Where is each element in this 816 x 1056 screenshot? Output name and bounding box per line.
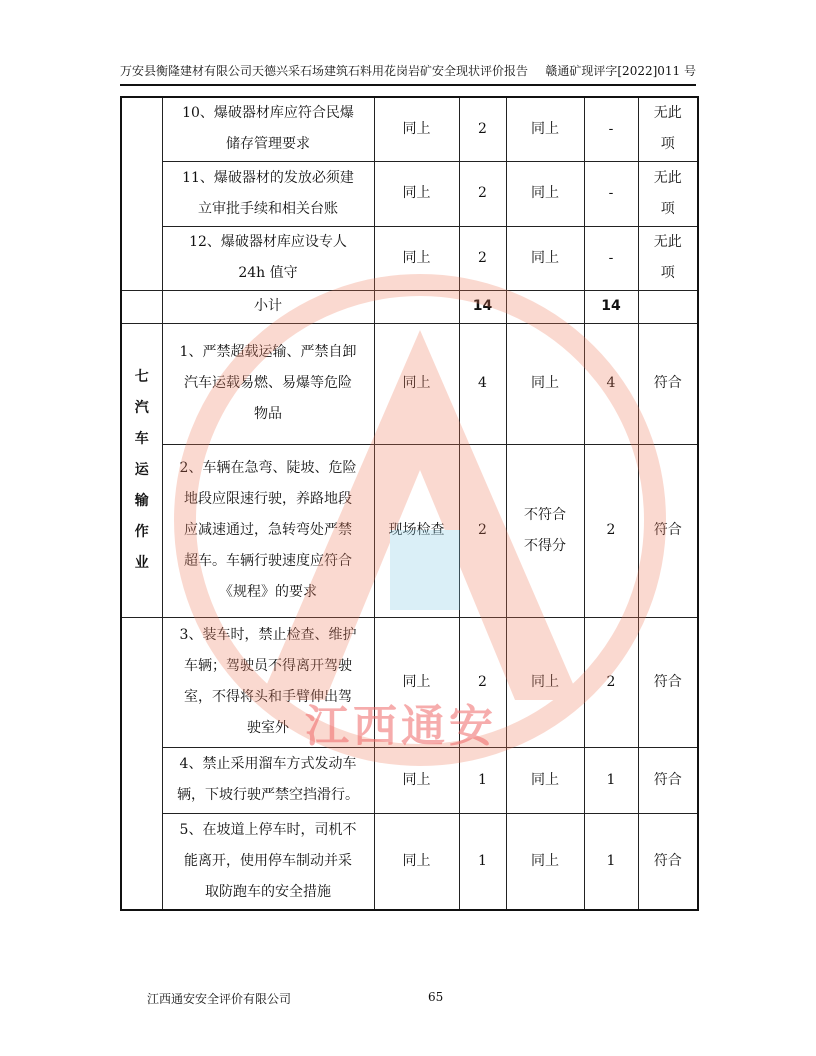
item-cell: 10、爆破器材库应符合民爆 储存管理要求 [162,97,374,161]
score-cell: 2 [459,97,506,161]
subtotal-label: 小计 [162,290,374,323]
score-cell: 1 [459,813,506,910]
category-cell-empty [121,617,162,910]
result-cell: 同上 [506,747,584,813]
result-cell: 同上 [506,161,584,226]
result-cell: 同上 [506,323,584,444]
method-cell: 同上 [374,161,459,226]
method-cell: 同上 [374,747,459,813]
remark-cell: 无此 项 [638,226,698,290]
method-cell: 同上 [374,813,459,910]
page-header [120,62,696,82]
category-cell: 七 汽 车 运 输 作 业 [121,323,162,617]
got-cell: 2 [584,444,638,617]
table-row [121,323,698,444]
footer-company: 江西通安安全评价有限公司 [147,992,292,1006]
item-cell: 1、严禁超载运输、严禁自卸 汽车运载易燃、易爆等危险 物品 [162,323,374,444]
item-cell: 12、爆破器材库应设专人 24h 值守 [162,226,374,290]
item-cell: 5、在坡道上停车时，司机不 能离开，使用停车制动并采 取防跑车的安全措施 [162,813,374,910]
score-cell: 1 [459,747,506,813]
method-cell: 同上 [374,226,459,290]
score-cell: 2 [459,444,506,617]
remark-cell: 无此 项 [638,161,698,226]
remark-cell: 无此 项 [638,97,698,161]
table-row [121,161,698,226]
item-cell: 4、禁止采用溜车方式发动车 辆，下坡行驶严禁空挡滑行。 [162,747,374,813]
got-cell: 1 [584,747,638,813]
watermark-text: 江西通安 [305,701,497,752]
evaluation-table [120,96,699,911]
page-number: 65 [428,990,444,1004]
method-cell: 同上 [374,97,459,161]
got-cell: - [584,161,638,226]
got-cell: 4 [584,323,638,444]
item-cell: 11、爆破器材的发放必须建 立审批手续和相关台账 [162,161,374,226]
got-cell: 1 [584,813,638,910]
item-cell: 3、装车时，禁止检查、维护 车辆；驾驶员不得离开驾驶 室，不得将头和手臂伸出驾 驶室外 [162,617,374,747]
got-cell: - [584,226,638,290]
got-cell: - [584,97,638,161]
result-cell: 同上 [506,813,584,910]
report-title: 万安县衡隆建材有限公司天德兴采石场建筑石料用花岗岩矿安全现状评价报告 [120,64,529,78]
score-cell: 4 [459,323,506,444]
item-cell: 2、车辆在急弯、陡坡、危险 地段应限速行驶，养路地段 应减速通过，急转弯处严禁 超车。车辆行驶速度应符合 《规程》的要求 [162,444,374,617]
remark-cell: 符合 [638,813,698,910]
remark-cell: 符合 [638,323,698,444]
report-number: 赣通矿现评字[2022]011 号 [545,64,696,78]
score-cell: 2 [459,617,506,747]
method-cell: 现场检查 [374,444,459,617]
remark-cell: 符合 [638,747,698,813]
table-row [121,226,698,290]
category-cell-empty [121,97,162,290]
table-row [121,747,698,813]
remark-cell: 符合 [638,617,698,747]
subtotal-row [121,290,698,323]
method-cell: 同上 [374,617,459,747]
header-rule [120,84,696,86]
table-row [121,444,698,617]
result-cell: 同上 [506,617,584,747]
score-cell: 2 [459,226,506,290]
table-row [121,97,698,161]
subtotal-got: 14 [584,290,638,323]
result-cell: 同上 [506,226,584,290]
remark-cell: 符合 [638,444,698,617]
subtotal-score: 14 [459,290,506,323]
score-cell: 2 [459,161,506,226]
result-cell: 不符合 不得分 [506,444,584,617]
result-cell: 同上 [506,97,584,161]
table-row [121,617,698,747]
table-row [121,813,698,910]
got-cell: 2 [584,617,638,747]
method-cell: 同上 [374,323,459,444]
